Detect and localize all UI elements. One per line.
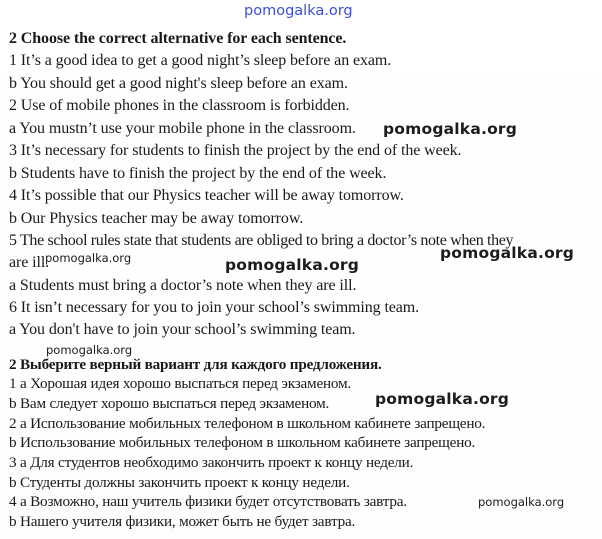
english-line: b Students have to finish the project by the end of the week. [9,165,387,182]
english-line: 4 It’s possible that our Physics teacher will be away tomorrow. [9,187,404,204]
watermark-overlay: pomogalka.org [383,120,518,138]
russian-heading: 2 Выберите верный вариант для каждого предложения. [9,356,382,373]
russian-line: b Вам следует хорошо выспаться перед экзаменом. [9,395,330,412]
english-heading: 2 Choose the correct alternative for each sentence. [9,30,347,47]
english-line: 1 It’s a good idea to get a good night’s sleep before an exam. [9,52,392,69]
russian-line: 3 а Для студентов необходимо закончить проект к концу недели. [9,454,414,471]
english-line: a Students must bring a doctor’s note when they are ill. [9,277,357,294]
watermark-overlay: pomogalka.org [375,390,510,408]
watermark-top: pomogalka.org [244,3,353,19]
russian-line: b Нашего учителя физики, может быть не будет завтра. [9,513,356,530]
english-line: are ill. [9,254,50,271]
watermark-overlay: pomogalka.org [225,256,360,274]
english-line: a You don't have to join your school’s swimming team. [9,321,356,338]
russian-line: b Использование мобильных телефоном в школьном кабинете запрещено. [9,434,476,451]
english-line: a You mustn’t use your mobile phone in the classroom. [9,120,356,137]
english-line: 6 It isn’t necessary for you to join your school’s swimming team. [9,299,420,316]
watermark-overlay: pomogalka.org [440,244,575,262]
english-line: 3 It’s necessary for students to finish the project by the end of the week. [9,142,462,159]
russian-line: 4 а Возможно, наш учитель физики будет отсутствовать завтра. [9,493,407,510]
english-line: 5 The school rules state that students are obliged to bring a doctor’s note when they [9,232,514,249]
english-line: b Our Physics teacher may be away tomorrow. [9,210,304,227]
english-line: b You should get a good night's sleep before an exam. [9,75,348,92]
russian-line: 1 а Хорошая идея хорошо выспаться перед экзаменом. [9,375,352,392]
watermark-overlay: pomogalka.org [478,495,565,509]
russian-line: 2 а Использование мобильных телефоном в школьном кабинете запрещено. [9,415,486,432]
english-line: 2 Use of mobile phones in the classroom is forbidden. [9,97,350,114]
watermark-overlay: pomogalka.org [45,251,132,265]
russian-line: b Студенты должны закончить проект к концу недели. [9,474,350,491]
watermark-overlay: pomogalka.org [46,343,133,357]
